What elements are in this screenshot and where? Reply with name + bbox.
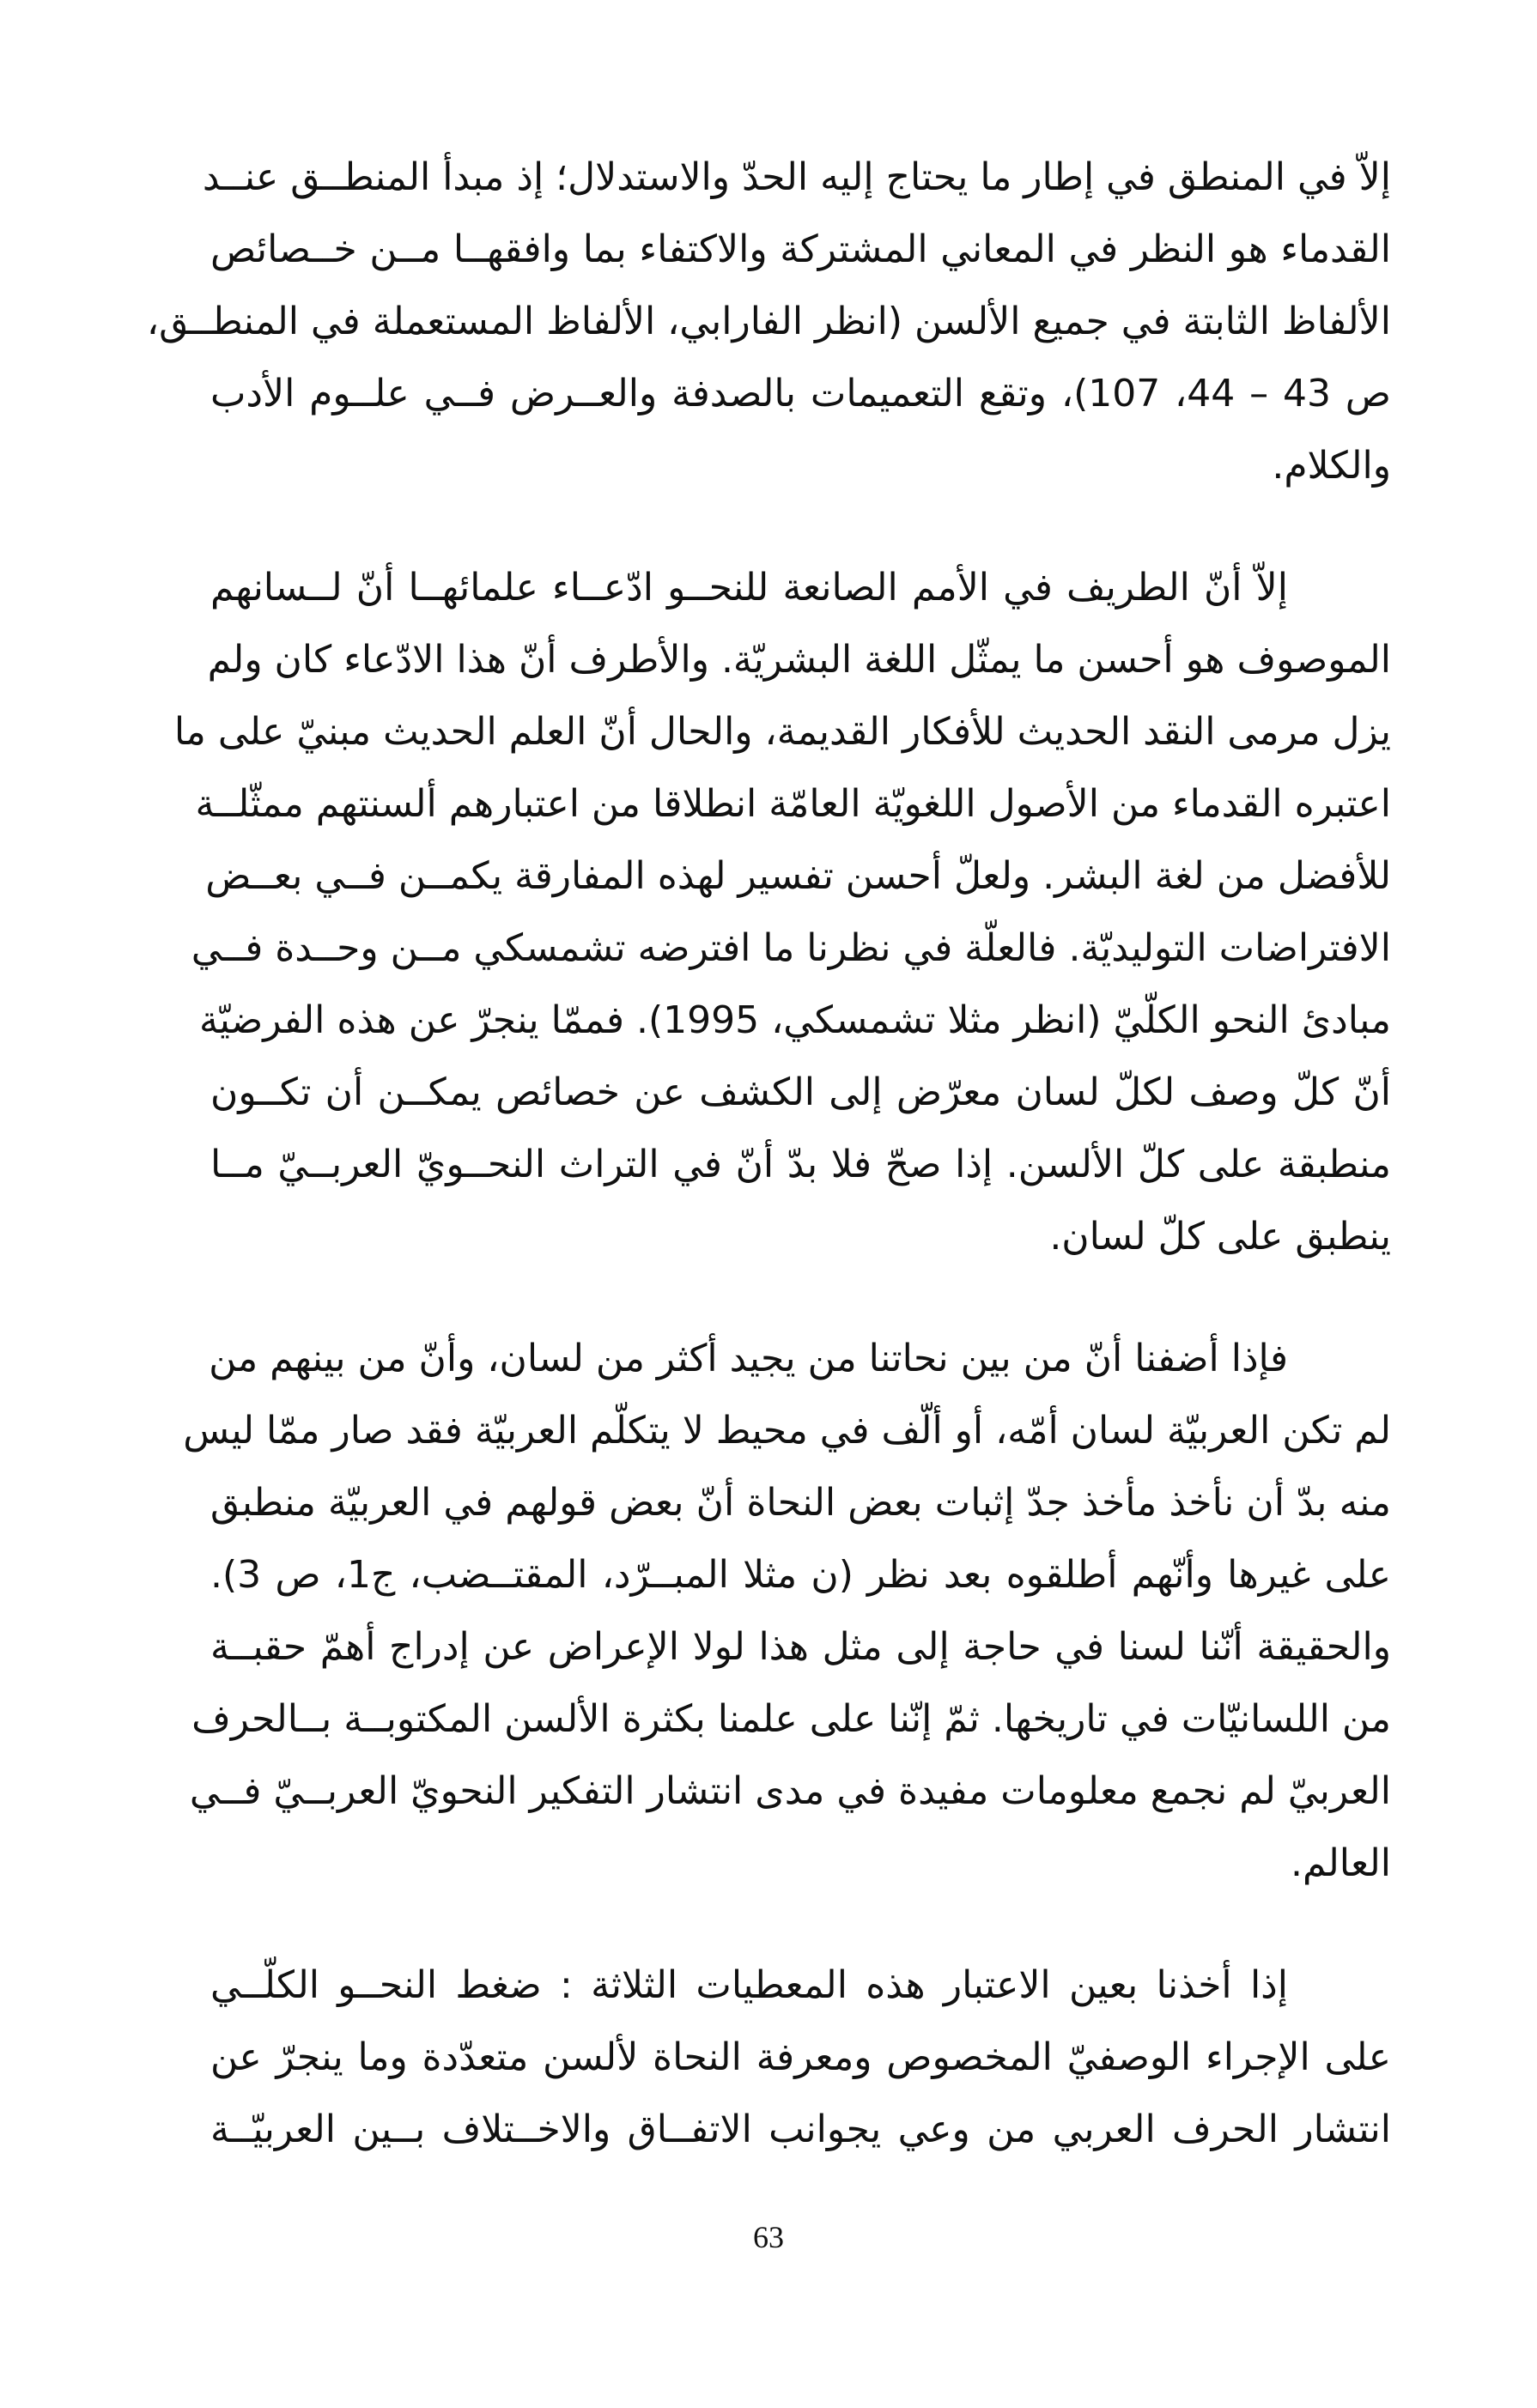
text-line: للأفضل من لغة البشر. ولعلّ أحسن تفسير لهذه المفارقة يكمــن فــي بعــض bbox=[205, 854, 1391, 898]
text-line: انتشار الحرف العربي من وعي يجوانب الاتفــاق والاخــتلاف بــين العربيّــة bbox=[210, 2108, 1391, 2151]
text-line: لم تكن العربيّة لسان أمّه، أو ألّف في محيط لا يتكلّم العربيّة فقد صار ممّا ليس bbox=[183, 1409, 1391, 1453]
text-line: يزل مرمى النقد الحديث للأفكار القديمة، والحال أنّ العلم الحديث مبنيّ على ما bbox=[173, 710, 1391, 754]
text-line: أنّ كلّ وصف لكلّ لسان معرّض إلى الكشف عن خصائص يمكــن أن تكــون bbox=[210, 1071, 1391, 1114]
text-line: والحقيقة أنّنا لسنا في حاجة إلى مثل هذا لولا الإعراض عن إدراج أهمّ حقبــة bbox=[210, 1625, 1391, 1669]
paragraph-3 bbox=[183, 1323, 1392, 1900]
text-line: منه بدّ أن نأخذ مأخذ جدّ إثبات بعض النحاة أنّ بعض قولهم في العربيّة منطبق bbox=[210, 1481, 1391, 1525]
text-line: العالم. bbox=[1291, 1841, 1391, 1885]
text-line: فإذا أضفنا أنّ من بين نحاتنا من يجيد أكثر من لسان، وأنّ من بينهم من bbox=[209, 1337, 1288, 1380]
paragraph-1 bbox=[146, 142, 1391, 502]
text-line: إذا أخذنا بعين الاعتبار هذه المعطيات الثلاثة : ضغط النحــو الكلّــي bbox=[210, 1963, 1288, 2007]
text-line: مبادئ النحو الكلّيّ (انظر مثلا تشمسكي، 1995). فممّا ينجرّ عن هذه الفرضيّة bbox=[199, 998, 1391, 1042]
text-line: من اللسانيّات في تاريخها. ثمّ إنّنا على علمنا بكثرة الألسن المكتوبــة بــالحرف bbox=[191, 1697, 1391, 1741]
text-line: ينطبق على كلّ لسان. bbox=[1049, 1215, 1391, 1259]
text-line: القدماء هو النظر في المعاني المشتركة والاكتفاء بما وافقهــا مــن خــصائص bbox=[210, 227, 1391, 271]
text-line: الافتراضات التوليديّة. فالعلّة في نظرنا ما افترضه تشمسكي مــن وحــدة فــي bbox=[191, 926, 1391, 970]
paragraph-2 bbox=[173, 552, 1391, 1273]
text-line: إلاّ أنّ الطريف في الأمم الصانعة للنحــو ادّعــاء علمائهــا أنّ لــسانهم bbox=[210, 566, 1288, 610]
text-line: الألفاظ الثابتة في جميع الألسن (انظر الفارابي، الألفاظ المستعملة في المنطــق، bbox=[146, 300, 1391, 343]
page-number: 63 bbox=[753, 2220, 784, 2254]
text-line: منطبقة على كلّ الألسن. إذا صحّ فلا بدّ أنّ في التراث النحــويّ العربــيّ مــا bbox=[210, 1143, 1391, 1186]
text-line: العربيّ لم نجمع معلومات مفيدة في مدى انتشار التفكير النحويّ العربــيّ فــي bbox=[189, 1769, 1391, 1813]
text-line: على الإجراء الوصفيّ المخصوص ومعرفة النحاة لألسن متعدّدة وما ينجرّ عن bbox=[210, 2035, 1391, 2079]
text-line: الموصوف هو أحسن ما يمثّل اللغة البشريّة. والأطرف أنّ هذا الادّعاء كان ولم bbox=[207, 638, 1391, 682]
text-line: والكلام. bbox=[1272, 444, 1391, 488]
page-body bbox=[146, 142, 1392, 2166]
text-line: اعتبره القدماء من الأصول اللغويّة العامّة انطلاقا من اعتبارهم ألسنتهم ممثّلــة bbox=[195, 782, 1391, 826]
text-line: على غيرها وأنّهم أطلقوه بعد نظر (ن مثلا المبــرّد، المقتــضب، ج1، ص 3). bbox=[210, 1553, 1392, 1597]
text-line: ص 43 – 44، 107)، وتقع التعميمات بالصدفة والعــرض فــي علــوم الأدب bbox=[210, 372, 1391, 415]
paragraph-4 bbox=[210, 1950, 1391, 2166]
text-line: إلاّ في المنطق في إطار ما يحتاج إليه الحدّ والاستدلال؛ إذ مبدأ المنطــق عنــد bbox=[202, 155, 1391, 199]
